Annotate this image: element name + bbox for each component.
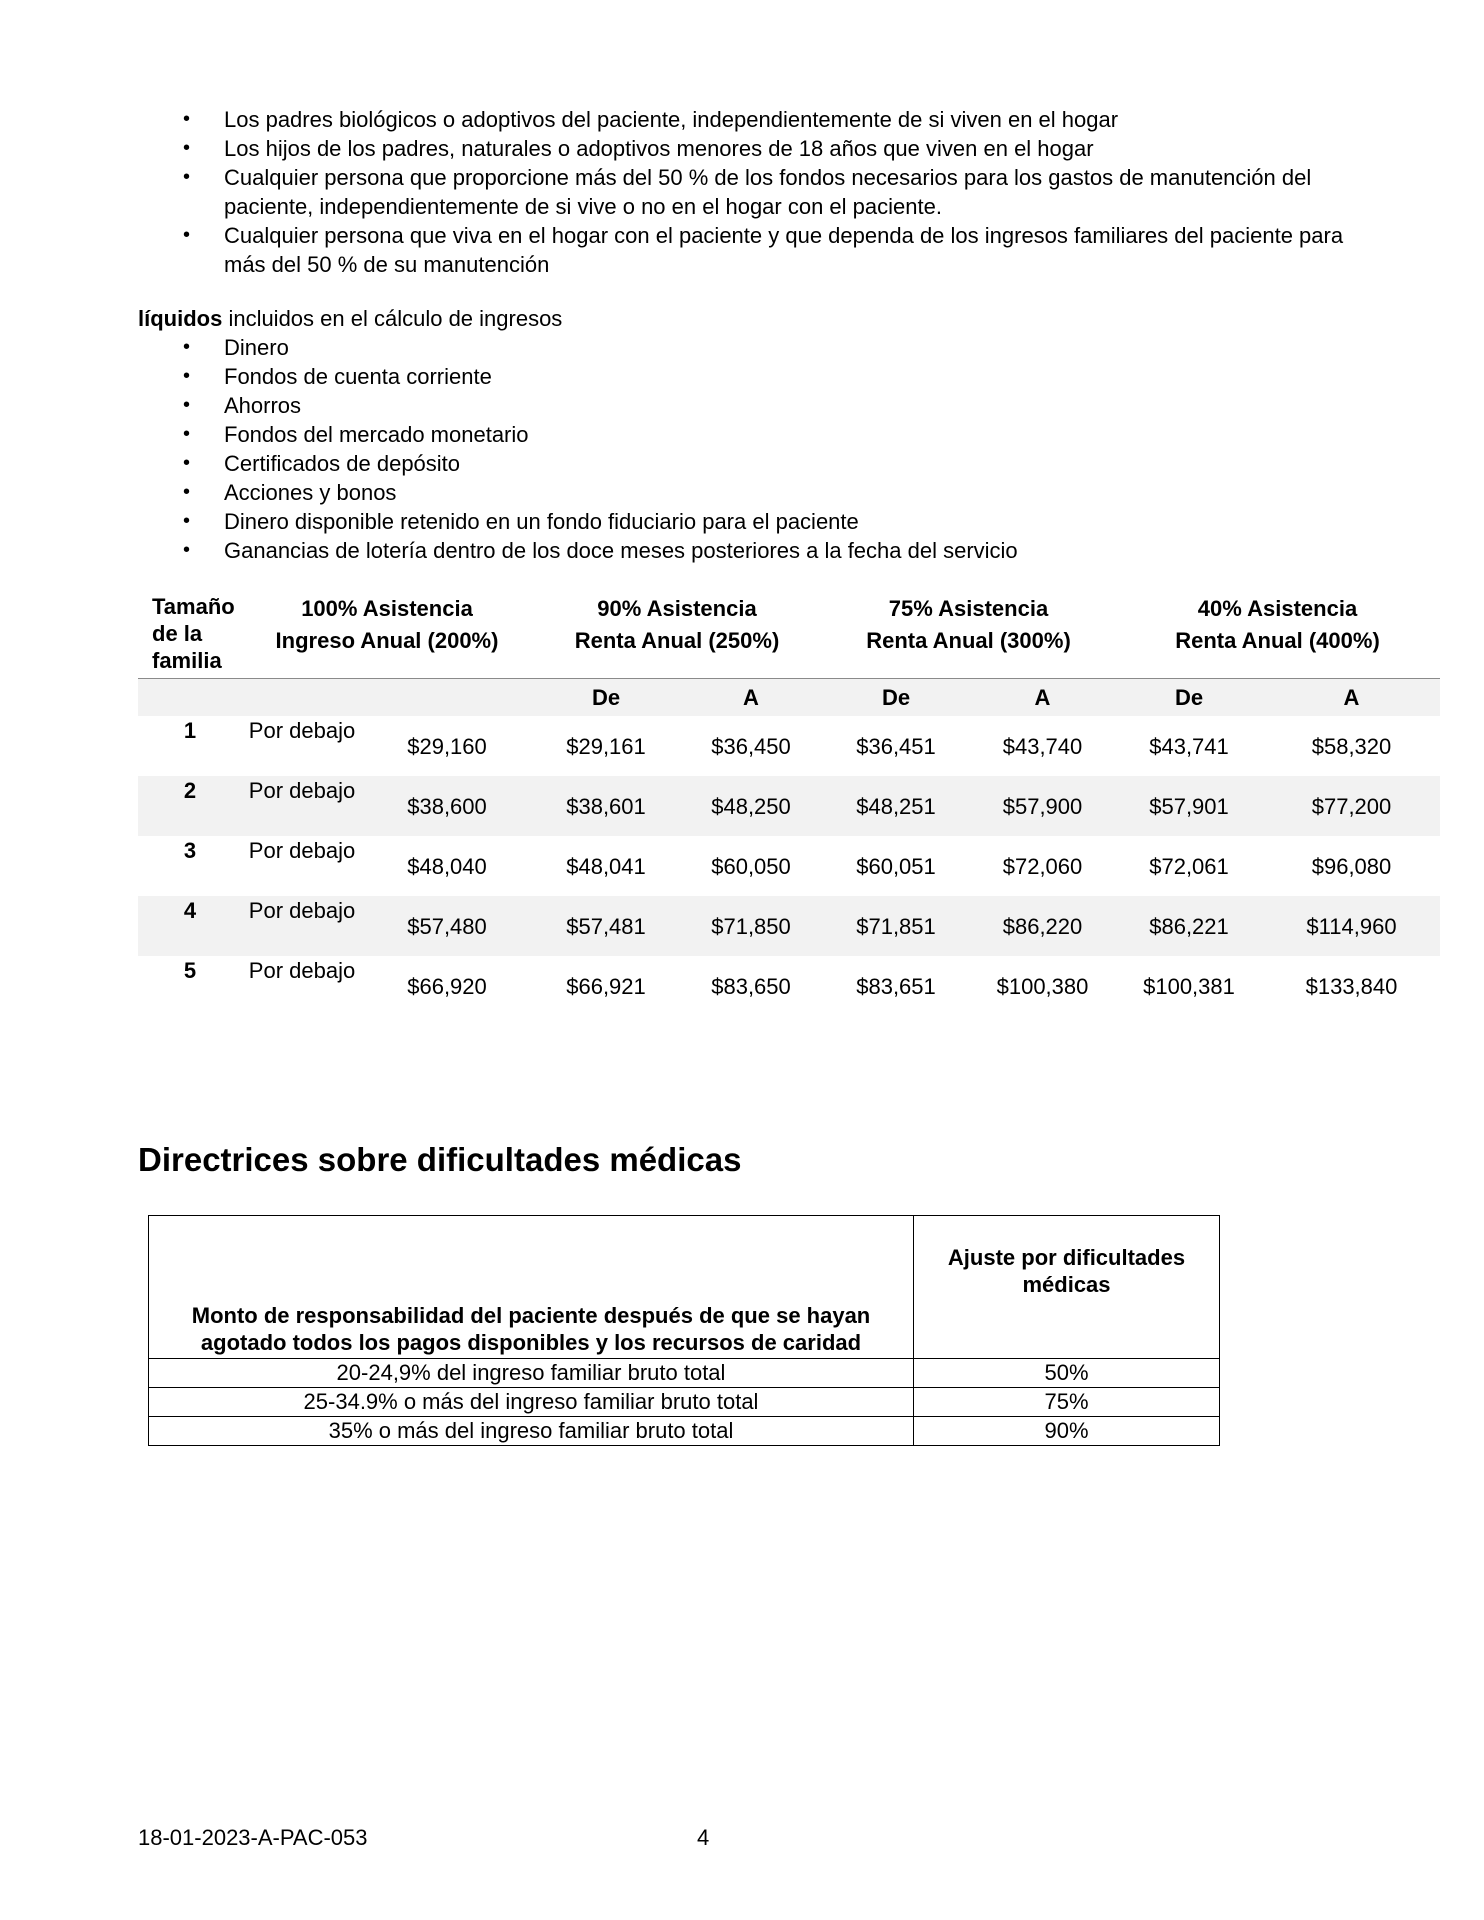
table-row xyxy=(138,716,1440,776)
amount-cell: $66,920 xyxy=(407,973,487,999)
group-header-line1: 100% Asistencia xyxy=(301,596,473,621)
amount-cell: $86,220 xyxy=(970,896,1115,956)
section-title: Directrices sobre dificultades médicas xyxy=(138,1141,742,1178)
table-row xyxy=(138,836,1440,896)
adjustment-cell: 50% xyxy=(914,1359,1220,1388)
amount-cell: $57,480 xyxy=(362,896,532,956)
assistance-income-table xyxy=(138,589,1440,1016)
subheader-to: A xyxy=(680,679,822,717)
bullet-icon: • xyxy=(183,510,191,532)
amount-cell: $66,921 xyxy=(566,973,646,999)
amount-cell: $114,960 xyxy=(1263,896,1440,956)
group-header-line2: Renta Anual (400%) xyxy=(1175,628,1380,653)
list-item xyxy=(138,420,1358,449)
bullet-icon: • xyxy=(183,481,191,503)
list-item-text: Acciones y bonos xyxy=(224,480,397,505)
amount-cell: $60,050 xyxy=(711,853,791,879)
amount-cell: $133,840 xyxy=(1305,973,1398,999)
family-size-cell: 5 xyxy=(183,958,197,983)
amount-cell: $36,451 xyxy=(856,733,936,759)
list-item xyxy=(138,449,1358,478)
medical-hardship-table xyxy=(148,1215,1220,1446)
amount-cell: $57,900 xyxy=(970,776,1115,836)
list-item-text: Ahorros xyxy=(224,393,302,418)
amount-cell: $48,250 xyxy=(680,776,822,836)
adjustment-cell: 90% xyxy=(914,1417,1220,1446)
amount-cell: $83,651 xyxy=(856,973,936,999)
table-header-row xyxy=(138,589,1440,679)
amount-cell: $72,061 xyxy=(1149,853,1229,879)
amount-cell: $57,901 xyxy=(1115,776,1263,836)
table-row xyxy=(149,1359,1220,1388)
amount-cell: $100,381 xyxy=(1143,973,1235,999)
amount-cell: $48,041 xyxy=(566,853,646,879)
group-header-line2: Renta Anual (300%) xyxy=(866,628,1071,653)
table-row xyxy=(138,776,1440,836)
list-item xyxy=(138,333,1358,362)
list-item-text: Cualquier persona que proporcione más del 50 % de los fondos necesarios para los gastos de manutención del paciente, independientemente de si vive o no en el hogar con el paciente. xyxy=(224,165,1312,219)
family-size-header: Tamaño de la familia xyxy=(152,594,235,673)
family-size-cell: 3 xyxy=(183,838,197,863)
below-label-cell: Por debajo xyxy=(248,718,356,743)
bullet-icon: • xyxy=(183,539,191,561)
amount-cell: $29,161 xyxy=(566,733,646,759)
bullet-icon: • xyxy=(183,137,191,159)
list-item-text: Certificados de depósito xyxy=(224,451,461,476)
table-row xyxy=(138,896,1440,956)
family-size-cell: 4 xyxy=(138,896,242,956)
bullet-icon: • xyxy=(183,336,191,358)
list-item xyxy=(138,536,1358,565)
bullet-icon: • xyxy=(183,224,191,246)
amount-cell: $38,601 xyxy=(532,776,680,836)
below-label-cell: Por debajo xyxy=(242,896,362,956)
liquid-assets-list xyxy=(138,333,1358,565)
group-header-40 xyxy=(1115,589,1440,679)
list-item-text: Ganancias de lotería dentro de los doce meses posteriores a la fecha del servicio xyxy=(224,538,1018,563)
range-cell: 20-24,9% del ingreso familiar bruto total xyxy=(149,1359,914,1388)
subheader-from: De xyxy=(1115,679,1263,717)
table-subheader-row xyxy=(138,679,1440,717)
list-item xyxy=(138,105,1358,134)
amount-cell: $83,650 xyxy=(711,973,791,999)
bullet-icon: • xyxy=(183,423,191,445)
list-item xyxy=(138,221,1358,279)
amount-cell: $57,481 xyxy=(532,896,680,956)
subheader-cell xyxy=(362,679,532,717)
group-header-75 xyxy=(822,589,1115,679)
subheader-from: De xyxy=(532,679,680,717)
group-header-line1: 75% Asistencia xyxy=(888,596,1049,621)
list-item-text: Los hijos de los padres, naturales o adoptivos menores de 18 años que viven en el hogar xyxy=(224,136,1094,161)
group-header-line1: 90% Asistencia xyxy=(597,596,757,621)
bullet-icon: • xyxy=(183,394,191,416)
amount-cell: $86,221 xyxy=(1115,896,1263,956)
footer-document-id: 18-01-2023-A-PAC-053 xyxy=(138,1825,368,1850)
group-header-100 xyxy=(242,589,532,679)
subheader-cell xyxy=(138,679,242,717)
amount-cell: $71,850 xyxy=(680,896,822,956)
amount-cell: $71,851 xyxy=(822,896,970,956)
below-label-cell: Por debajo xyxy=(248,958,356,983)
range-cell: 25-34.9% o más del ingreso familiar bruto total xyxy=(149,1388,914,1417)
bullet-icon: • xyxy=(183,108,191,130)
amount-cell: $58,320 xyxy=(1311,733,1392,759)
amount-cell: $100,380 xyxy=(996,973,1089,999)
family-size-cell: 2 xyxy=(138,776,242,836)
subheader-to: A xyxy=(970,679,1115,717)
list-item-text: Los padres biológicos o adoptivos del paciente, independientemente de si viven en el hogar xyxy=(224,107,1119,132)
adjustment-cell: 75% xyxy=(914,1388,1220,1417)
list-item-text: Dinero xyxy=(224,335,289,360)
amount-cell: $43,740 xyxy=(1002,733,1083,759)
amount-cell: $29,160 xyxy=(407,733,487,759)
bullet-icon: • xyxy=(183,166,191,188)
group-header-line1: 40% Asistencia xyxy=(1197,596,1358,621)
group-header-line2: Renta Anual (250%) xyxy=(574,628,780,653)
list-item xyxy=(138,163,1358,221)
household-members-list xyxy=(138,105,1358,279)
list-item xyxy=(138,391,1358,420)
subheader-cell xyxy=(242,679,362,717)
subheader-to: A xyxy=(1263,679,1440,717)
bullet-icon: • xyxy=(183,452,191,474)
responsibility-header: Monto de responsabilidad del paciente después de que se hayan agotado todos los pagos disponibles y los recursos de caridad xyxy=(149,1216,914,1359)
liquid-assets-intro xyxy=(138,304,562,333)
adjustment-header: Ajuste por dificultades médicas xyxy=(914,1216,1220,1359)
amount-cell: $72,060 xyxy=(1002,853,1083,879)
amount-cell: $48,040 xyxy=(407,853,487,879)
bullet-icon: • xyxy=(183,365,191,387)
amount-cell: $38,600 xyxy=(362,776,532,836)
table-row xyxy=(149,1417,1220,1446)
list-item-text: Cualquier persona que viva en el hogar con el paciente y que dependa de los ingresos familiares del paciente para más del 50 % de su manutención xyxy=(224,223,1344,277)
subheader-from: De xyxy=(822,679,970,717)
below-label-cell: Por debajo xyxy=(248,838,356,863)
amount-cell: $77,200 xyxy=(1263,776,1440,836)
liquid-assets-intro-bold: líquidos xyxy=(138,306,223,331)
amount-cell: $60,051 xyxy=(856,853,936,879)
table-row xyxy=(138,956,1440,1016)
list-item-text: Fondos del mercado monetario xyxy=(224,422,529,447)
list-item-text: Dinero disponible retenido en un fondo fiduciario para el paciente xyxy=(224,509,859,534)
range-cell: 35% o más del ingreso familiar bruto total xyxy=(149,1417,914,1446)
group-header-90 xyxy=(532,589,822,679)
amount-cell: $36,450 xyxy=(711,733,791,759)
family-size-cell: 1 xyxy=(183,718,197,743)
amount-cell: $43,741 xyxy=(1149,733,1229,759)
footer-page-number: 4 xyxy=(697,1825,710,1850)
list-item xyxy=(138,507,1358,536)
liquid-assets-intro-text: incluidos en el cálculo de ingresos xyxy=(222,306,563,331)
amount-cell: $96,080 xyxy=(1311,853,1392,879)
group-header-line2: Ingreso Anual (200%) xyxy=(275,628,499,653)
list-item-text: Fondos de cuenta corriente xyxy=(224,364,492,389)
list-item xyxy=(138,362,1358,391)
table-row xyxy=(149,1388,1220,1417)
list-item xyxy=(138,478,1358,507)
amount-cell: $48,251 xyxy=(822,776,970,836)
list-item xyxy=(138,134,1358,163)
below-label-cell: Por debajo xyxy=(242,776,362,836)
table-header-row xyxy=(149,1216,1220,1359)
